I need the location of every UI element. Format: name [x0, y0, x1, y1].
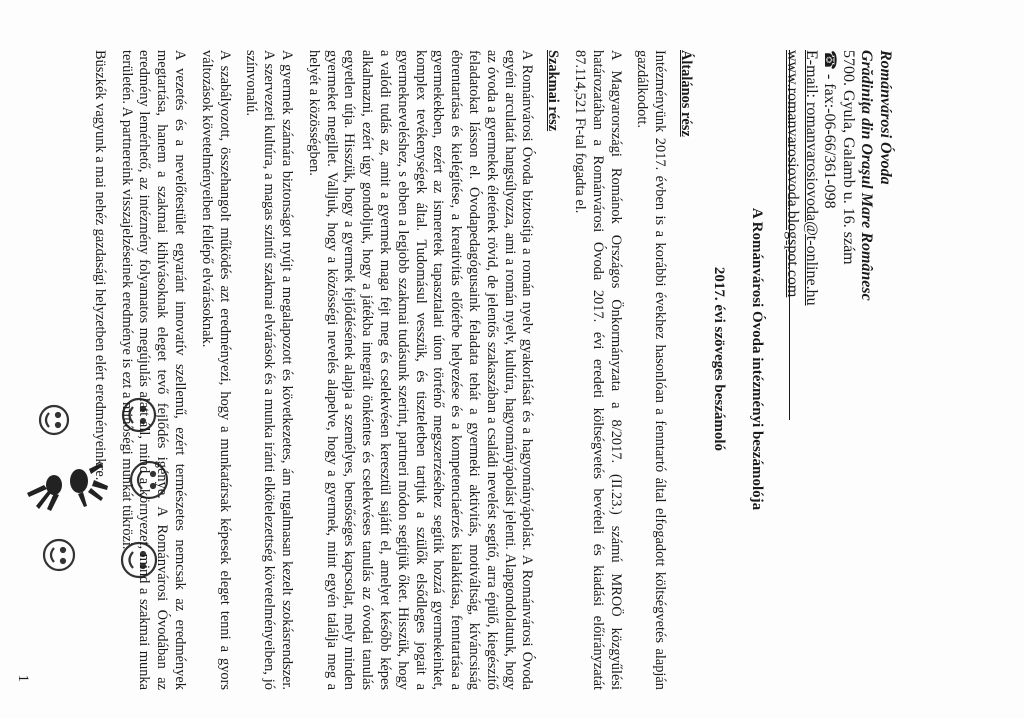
email[interactable]: E-mail: romanvarosiovoda@t-online.hu — [803, 50, 820, 306]
document-body — [81, 50, 694, 690]
phone-line — [820, 50, 839, 470]
paragraph: A vezetés és a nevelőtestület egyaránt innovatív szellemű, ezért természetes nemcsak az eredmények megtartása, hanem a szakmai kihívásoknak eleget tevő fejlődés igénye. A Románvárosi Óvodában az eredmény lemérhető, az intézmény folyamatos megújulás alatt áll, mind a környezet, mind a szakmai munka területén. A partnereink visszajelzéseinek eredménye is ezt a minőségi munkát tükrözi. — [118, 50, 189, 690]
org-name-romanian: Grădiniţa din Oraşul Mare Românesc — [858, 50, 876, 301]
website[interactable]: www.romanvarosiovoda.blogspot.com — [784, 50, 802, 298]
phone-fax: - fax:-06-66/361-098 — [821, 73, 839, 209]
paragraph: A Magyarországi Románok Országos Önkormányzata a 8/2017. (II.23.) számú MROÖ közgyűlési határozatában a Románvárosi Óvoda 2017. évi eredeti költségvetés bevételi és kiadási előirányzatát 87.114,521 Ft-tal fogadta el. — [572, 50, 624, 690]
paragraph: A Románvárosi Óvoda biztosítja a román nyelv gyakorlását és a hagyományápolást. A Románvárosi Óvoda egyéni arculatát hangsúlyozza, ami a román nyelv, kultúra, hagyományápolást jelenti. Alapgondolatunk, hogy az óvoda a gyermekek életének rövid, de jelentős szakaszában a családi nevelést segítő, arra épülő, kiegészítő feladatokat lásson el. Óvodapedagógusaink feladata tehát a gyermeki aktivitás, motiváltság, kíváncsiság ébrentartása és kielégítése, a kreativitás előtérbe helyezése és a kompetenciaérzés kialakítása, fenntartása a gyermekekben, ezért az ismeretek tapasztalati úton történő megszerzéséhez segítik hozzá gyermekeinket, komplex tevékenységek által. Tudomásul vesszük, és tiszteletben tartjuk a szülők elsődleges jogait a gyermekneveléshez, s ebben a legjobb szakmai tudásunk szerint, partneri módon segítjük őket. Hisszük, hogy a valódi tudás az, amit a gyermek maga fejt meg és cselekvésen keresztül sajátít el, amelyet később képes alkalmazni, ezért úgy gondoljuk, hogy a játékba integrált önkéntes és cselekvéses tanulás az óvodai tanulás egyetlen útja. Hisszük, hogy a gyermek fejlődésének alapja a személyes, bensőséges kapcsolat, mely minden gyermeket megillet. Valljuk, hogy a közösségi nevelés alapelve, hogy a gyermek, mint egyén találja meg a helyét a közösségben. — [305, 50, 536, 690]
paragraph: Intézményünk 2017. évben is a korábbi évekhez hasonlóan a fenntartó által elfogadott költségvetés alapján gazdálkodott. — [634, 50, 669, 690]
header-divider — [789, 50, 790, 420]
document-title — [700, 0, 776, 718]
letterhead — [783, 50, 894, 470]
paragraph: A gyermek számára biztonságot nyújt a megalapozott és következetes, ám rugalmasan kezelt szokásrendszer. A szervezeti kultúra, a magas szintű szakmai elvárások és a munka iránti elkötelezettség követelményeiben, jó színvonalú. — [243, 50, 296, 690]
org-name: Románvárosi Óvoda — [877, 50, 894, 185]
paragraph: Büszkék vagyunk a mai nehéz gazdasági helyzetben elért eredményeinkre. — [91, 50, 108, 481]
title-line2: 2017. évi szöveges beszámoló — [711, 266, 727, 452]
page-number: 1 — [15, 674, 31, 682]
title-line1: A Románvárosi Óvoda intézményi beszámolója — [749, 207, 765, 511]
address: 5700. Gyula, Galamb u. 16. szám — [840, 50, 857, 265]
phone-icon: ☎ — [821, 50, 839, 70]
heading-professional: Szakmai rész — [545, 50, 562, 132]
heading-general: Általános rész — [678, 50, 694, 137]
paragraph: A szabályozott, összehangolt működés azt eredményezi, hogy a munkatársak képesek eleget tenni a gyors változások követelményeiben fellépő elvárásoknak. — [198, 50, 233, 690]
